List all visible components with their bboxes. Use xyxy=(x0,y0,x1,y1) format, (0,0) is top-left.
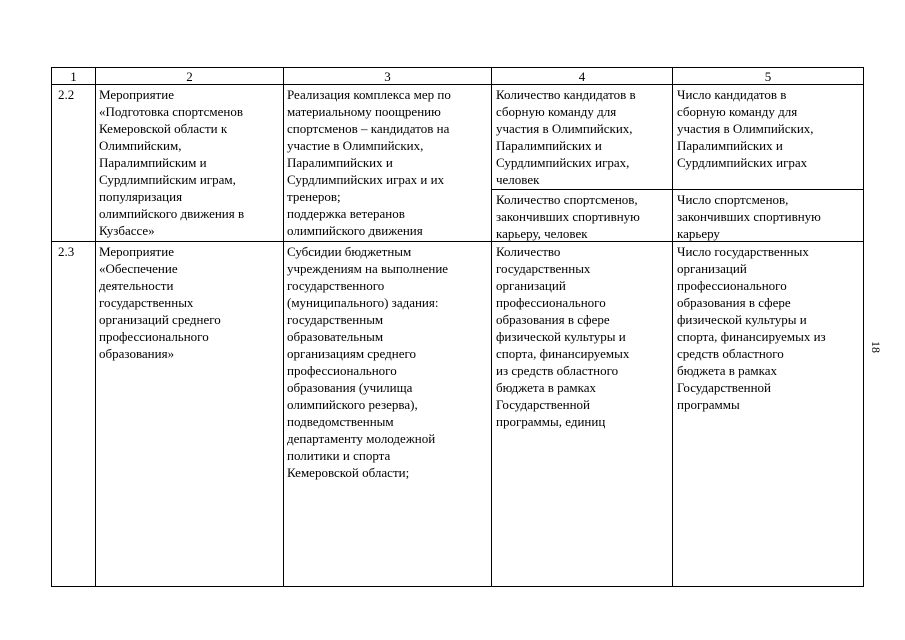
row-2-2-number: 2.2 xyxy=(58,87,75,102)
data-table xyxy=(51,67,864,587)
col-divider-4 xyxy=(672,68,673,586)
row-2-3-indicator: Количество государственных организаций профессионального образования в сфере физической культуры и спорта, финансируемых из средств областного бюджета в рамках Государственной программы, единиц xyxy=(496,244,630,429)
subrow-divider xyxy=(491,189,863,190)
row-2-2-formula-a: Число кандидатов в сборную команду для участия в Олимпийских, Паралимпийских и Сурдлимпийских играх xyxy=(677,87,814,170)
row-2-2-indicator-b: Количество спортсменов, закончивших спортивную карьеру, человек xyxy=(496,192,640,241)
header-col-4: 4 xyxy=(578,69,586,84)
row-2-2-measures: Реализация комплекса мер по материальному поощрению спортсменов – кандидатов на участие в Олимпийских, Паралимпийских и Сурдлимпийских играх и их тренеров; поддержка ветеранов олимпийского движения xyxy=(287,87,451,238)
header-col-1: 1 xyxy=(70,69,77,84)
row-2-3-measures: Субсидии бюджетным учреждениям на выполнение государственного (муниципального) задания: государственным образовательным организациям среднего профессионального образования (училища олимпийского резерва), подведомственным департаменту молодежной политики и спорта Кемеровской области; xyxy=(287,244,449,480)
header-col-5: 5 xyxy=(764,69,772,84)
row-2-3-formula: Число государственных организаций профессионального образования в сфере физической культуры и спорта, финансируемых из средств областного бюджета в рамках Государственной программы xyxy=(677,244,826,412)
row-2-2-event: Мероприятие «Подготовка спортсменов Кемеровской области к Олимпийским, Паралимпийским и Сурдлимпийским играм, популяризация олимпийского движения в Кузбассе» xyxy=(99,87,245,238)
header-col-2: 2 xyxy=(186,69,193,84)
col-divider-1 xyxy=(95,68,96,586)
row-2-2-indicator-a: Количество кандидатов в сборную команду для участия в Олимпийских, Паралимпийских и Сурдлимпийских играх, человек xyxy=(496,87,636,187)
row-2-2-formula-b: Число спортсменов, закончивших спортивную карьеру xyxy=(677,192,821,241)
header-col-3: 3 xyxy=(384,69,391,84)
col-divider-2 xyxy=(283,68,284,586)
col-divider-3 xyxy=(491,68,492,586)
row-2-3-event: Мероприятие «Обеспечение деятельности государственных организаций среднего профессионального образования» xyxy=(99,244,221,361)
page-number: 18 xyxy=(869,341,883,353)
row-2-3-number: 2.3 xyxy=(58,244,75,259)
